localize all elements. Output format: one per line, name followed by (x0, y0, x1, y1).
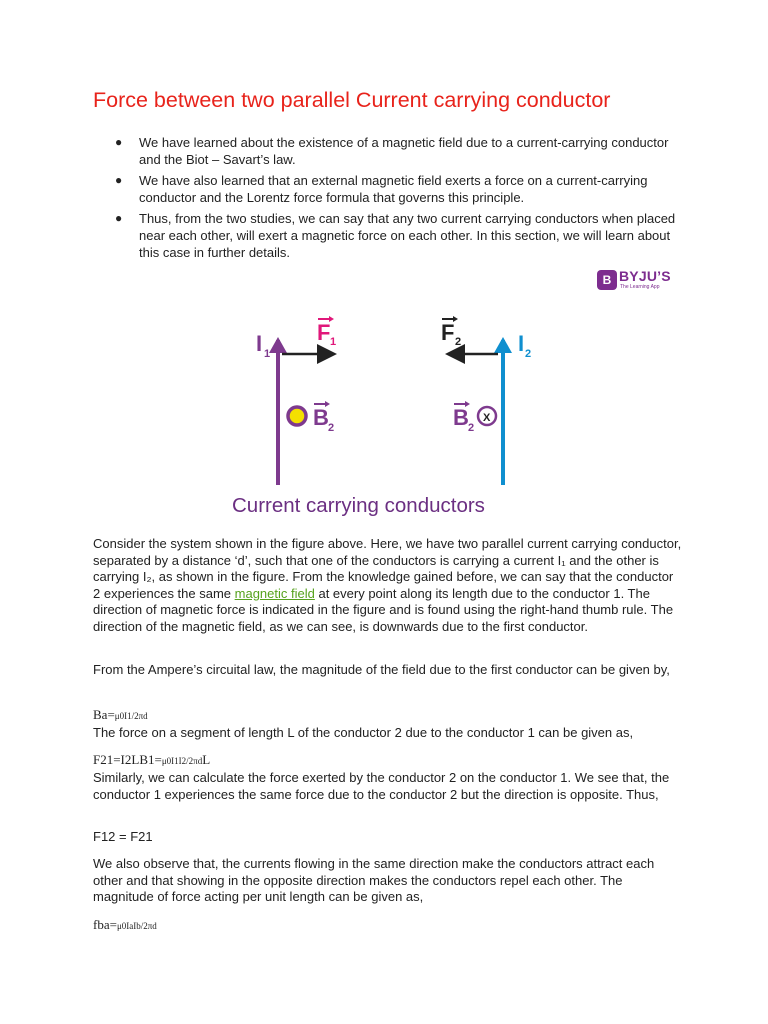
conductors-figure (220, 298, 560, 530)
formula-fraction: μ0IaIb/2πd (116, 921, 157, 931)
current-1-label: I (256, 331, 263, 356)
bullet-list (93, 134, 683, 265)
force-1-label: F (317, 320, 331, 345)
field-right-subscript: 2 (468, 422, 475, 434)
list-item (93, 134, 683, 168)
bullet-icon: ● (115, 173, 123, 187)
current-1-arrow-icon (269, 337, 287, 353)
bullet-text: We have also learned that an external magnetic field exerts a force on a current-carrying conductor and the Lorentz force formula that governs this principle. (139, 173, 648, 205)
field-left-label: B (313, 405, 329, 430)
list-item (93, 210, 683, 261)
paragraph-text: at every point along its length due to the conductor 1. The direction of magnetic force is indicated in the figure and is found using the right-hand thumb rule. The direction of the magnetic field, as we can see, is downwards due to the first conductor. (93, 585, 674, 634)
paragraph-system (93, 536, 683, 635)
formula-fraction: μ0I1/2πd (114, 711, 148, 721)
current-2-arrow-icon (494, 337, 512, 353)
formula-force (93, 752, 210, 768)
force-2-subscript: 2 (455, 336, 462, 348)
paragraph-text: Consider the system shown in the figure above. Here, we have two parallel current carrying conductor, separated by a distance ‘d’, such that one of the conductors is carrying a current I₁ and the other is carrying I₂, as shown in the figure. From the knowledge gained before, we can say that the conductor 2 experiences the same (93, 536, 682, 601)
byjus-logo-name: BYJU’S (619, 268, 671, 284)
paragraph-ampere: From the Ampere’s circuital law, the magnitude of the field due to the first conductor can be given by, (93, 662, 670, 677)
formula-text: F21=I2LB1= (93, 752, 162, 767)
list-item (93, 172, 683, 206)
bullet-icon: ● (115, 211, 123, 225)
paragraph-force: The force on a segment of length L of the conductor 2 due to the conductor 1 can be given as, (93, 725, 634, 740)
field-out-of-page-icon (288, 407, 306, 425)
current-1-subscript: 1 (264, 348, 271, 360)
bullet-text: We have learned about the existence of a magnetic field due to a current-carrying conductor and the Biot – Savart’s law. (139, 135, 669, 167)
formula-per-length (93, 917, 157, 933)
bullet-text: Thus, from the two studies, we can say that any two current carrying conductors when placed near each other, will exert a magnetic force on each other. In this section, we will learn about this case in further details. (139, 211, 676, 260)
formula-text: fba= (93, 917, 117, 932)
formula-text: L (202, 752, 211, 767)
byjus-logo-icon: B (597, 270, 617, 290)
current-2-subscript: 2 (525, 348, 532, 360)
page-title: Force between two parallel Current carrying conductor (93, 88, 611, 112)
force-1-subscript: 1 (330, 336, 337, 348)
byjus-logo-tagline: The Learning App (620, 284, 660, 290)
magnetic-field-link[interactable]: magnetic field (234, 585, 315, 601)
force-2-label: F (441, 320, 455, 345)
field-left-subscript: 2 (328, 422, 335, 434)
paragraph-observe: We also observe that, the currents flowing in the same direction make the conductors attract each other and that showing in the opposite direction makes the conductors repel each other. The magnitude of force acting per unit length can be given as, (93, 856, 655, 904)
formula-text: Ba= (93, 707, 115, 722)
byjus-logo (597, 269, 677, 293)
field-right-label: B (453, 405, 469, 430)
bullet-icon: ● (115, 135, 123, 149)
formula-field (93, 707, 148, 723)
current-2-label: I (518, 331, 525, 356)
figure-caption: Current carrying conductors (232, 494, 485, 517)
equation-f12: F12 = F21 (93, 829, 153, 844)
formula-fraction: μ0I1I2/2πd (161, 756, 203, 766)
field-into-page-cross: X (483, 412, 491, 424)
paragraph-similarly: Similarly, we can calculate the force exerted by the conductor 2 on the conductor 1. We see that, the conductor 1 experiences the same force due to the conductor 2 but the direction is opposite. Thus, (93, 770, 670, 802)
